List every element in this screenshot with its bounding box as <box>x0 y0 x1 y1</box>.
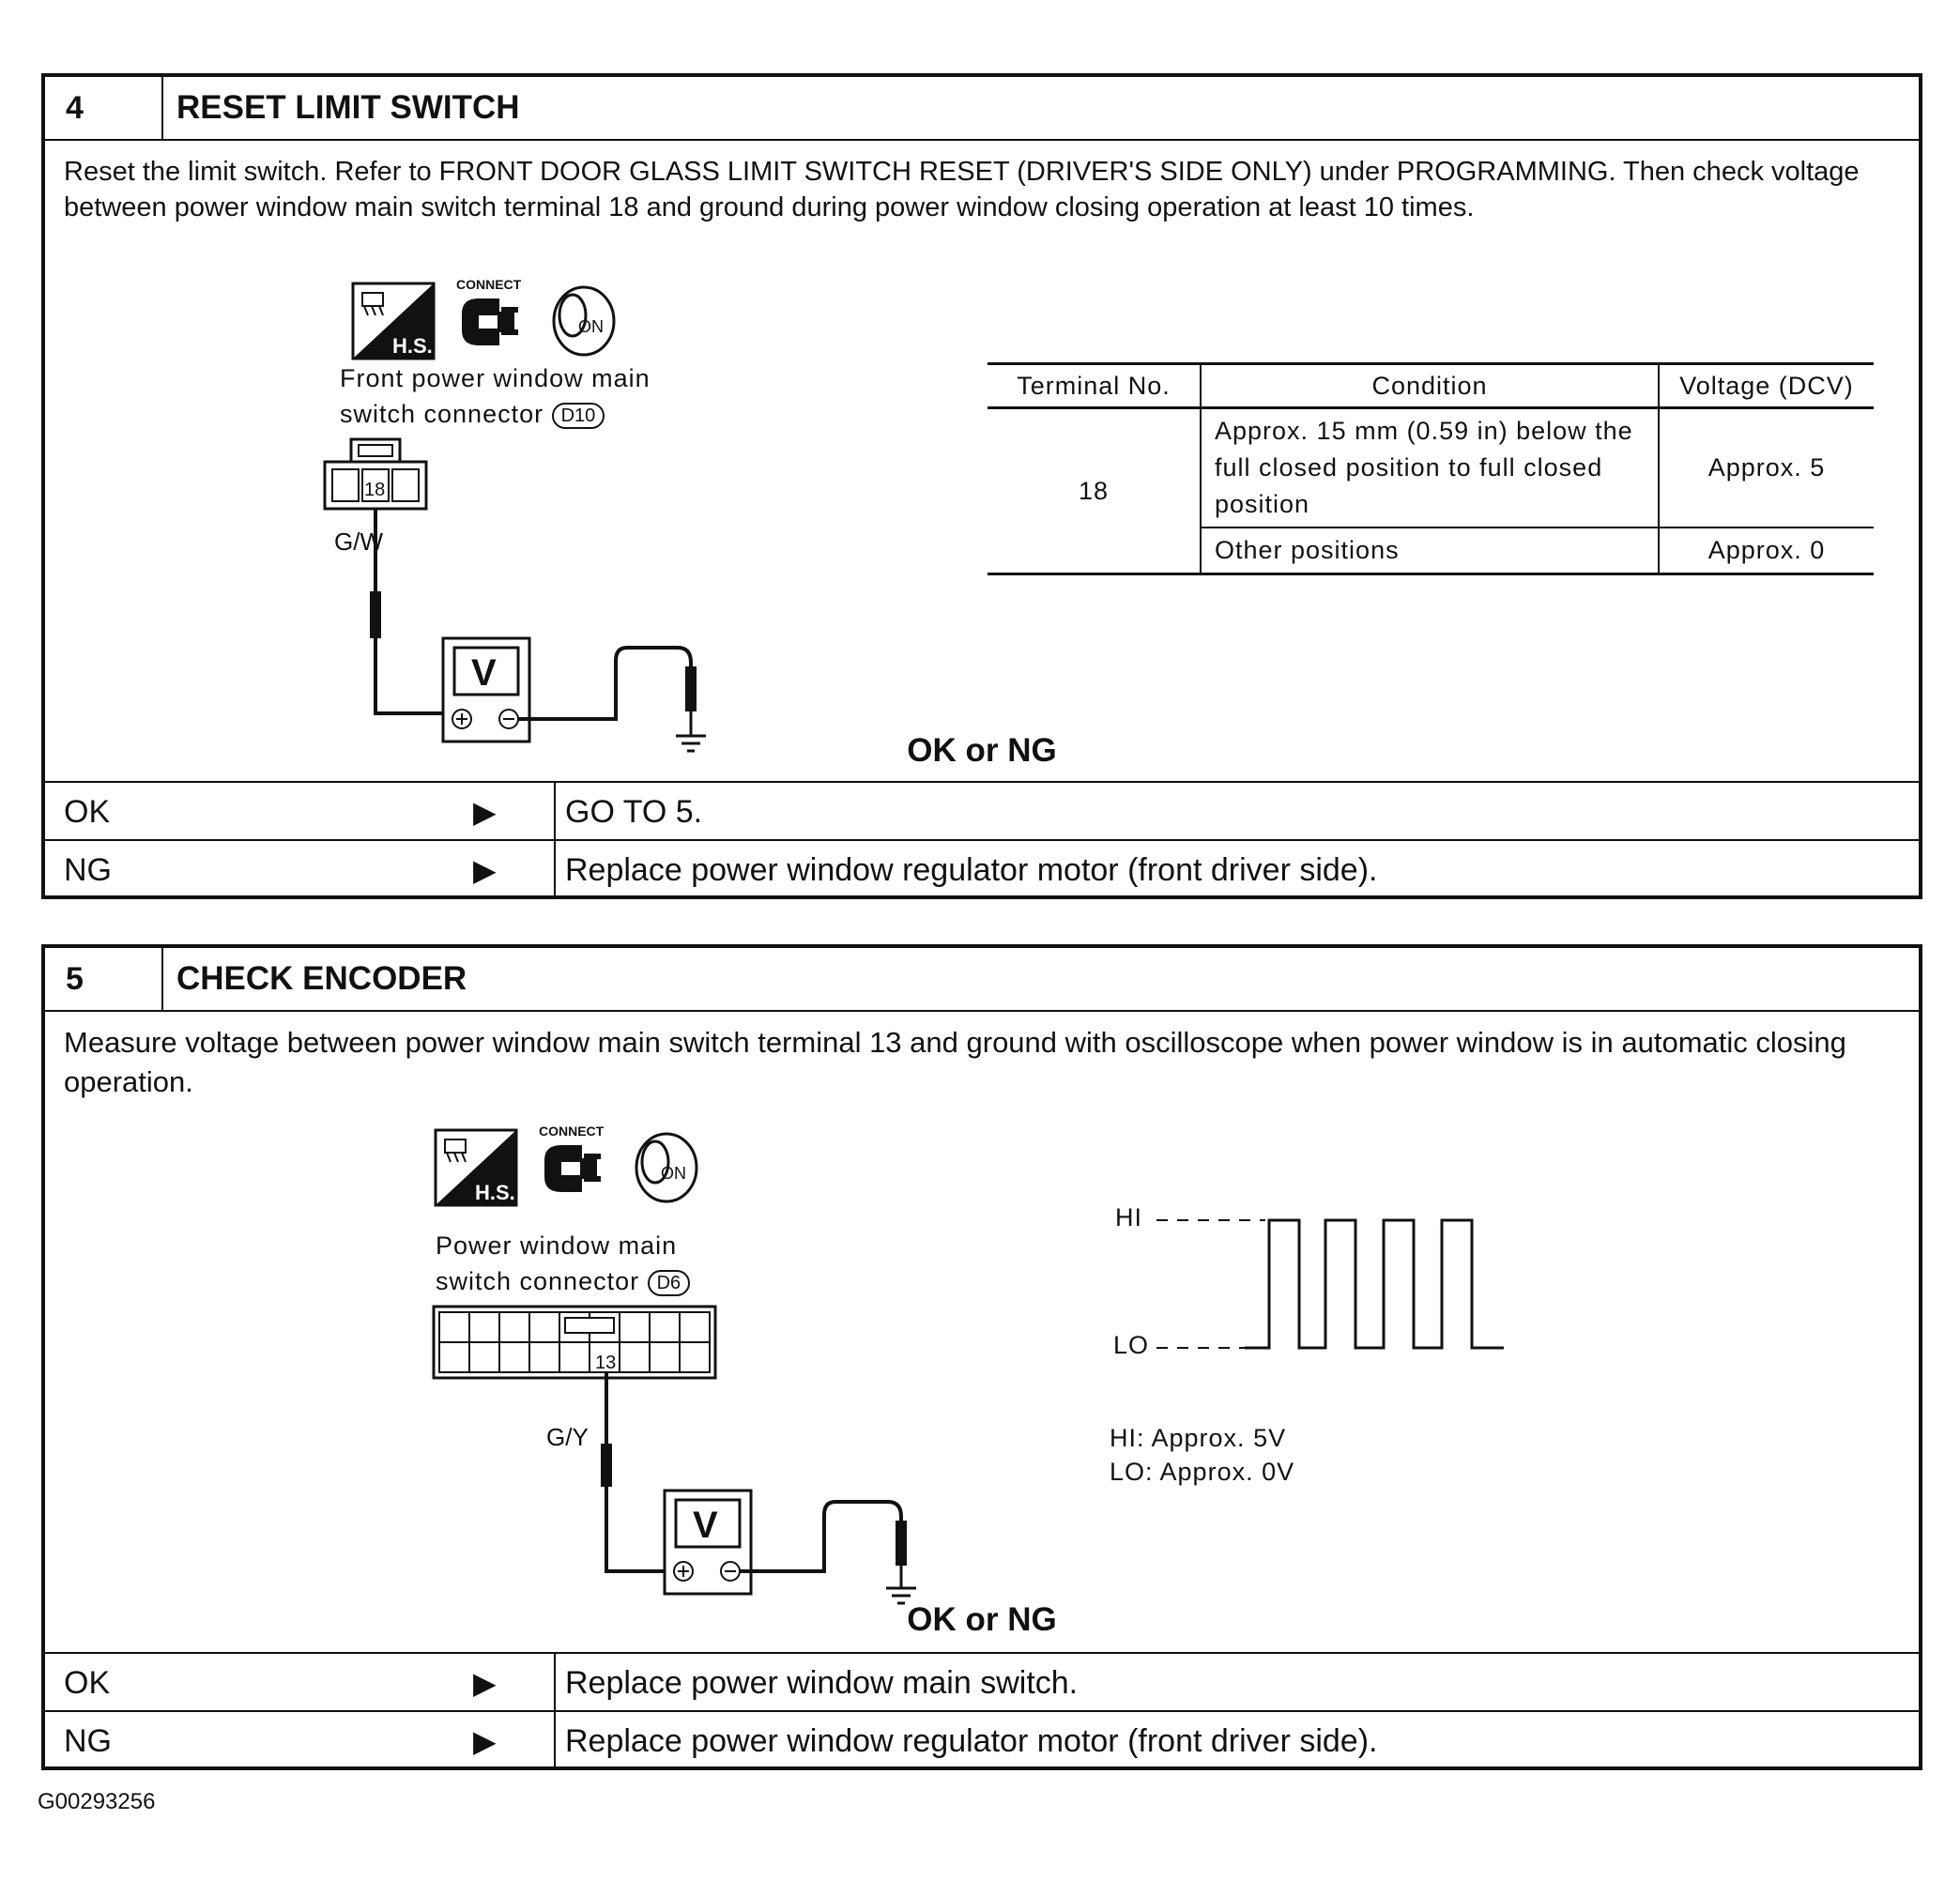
arrow-right-icon: ▶ <box>473 853 497 887</box>
hi-voltage-note: HI: Approx. 5V <box>1110 1424 1287 1452</box>
hs-label: H.S. <box>475 1181 515 1204</box>
step-header <box>45 77 1919 141</box>
voltage-spec-table <box>988 362 1874 575</box>
step-title: RESET LIMIT SWITCH <box>176 89 520 126</box>
figure-code: G00293256 <box>38 1789 156 1814</box>
key-on-label: ON <box>661 1164 686 1183</box>
ignition-on-icon <box>554 287 614 355</box>
table-header: Voltage (DCV) <box>1659 364 1874 408</box>
result-row-ng <box>45 1710 1919 1770</box>
result-action: Replace power window main switch. <box>554 1654 1919 1712</box>
step-instruction: Reset the limit switch. Refer to FRONT DOOR GLASS LIMIT SWITCH RESET (DRIVER'S SIDE ONLY) under PROGRAMMING. Then check voltage between power window main switch terminal 18 and ground during power window closing operation at least 10 times. <box>64 157 1860 222</box>
result-label: NG <box>64 852 112 888</box>
encoder-waveform <box>1153 1201 1585 1361</box>
connector-d6 <box>434 1307 715 1378</box>
step-title: CHECK ENCODER <box>176 960 467 997</box>
connector-label-line2: switch connector <box>340 400 544 428</box>
step-number: 5 <box>45 948 163 1010</box>
table-cell-voltage: Approx. 0 <box>1659 528 1874 574</box>
table-header: Condition <box>1201 364 1659 408</box>
wire-color-label: G/Y <box>546 1423 589 1451</box>
condition-icons <box>351 276 642 370</box>
waveform-legend <box>1110 1421 1294 1489</box>
table-header-row <box>988 364 1874 408</box>
lo-voltage-note: LO: Approx. 0V <box>1110 1458 1295 1486</box>
probe-wire-positive <box>375 509 443 713</box>
probe-wire-negative <box>518 648 691 719</box>
table-cell-terminal: 18 <box>988 408 1201 574</box>
harness-side-icon <box>353 283 434 359</box>
pulse-train <box>1245 1220 1504 1348</box>
voltmeter <box>665 1491 751 1594</box>
connector-label-line1: Front power window main <box>340 364 651 392</box>
probe-positive <box>370 591 381 638</box>
result-label: NG <box>64 1723 112 1759</box>
connector-label <box>436 1228 690 1299</box>
probe-negative <box>685 666 697 711</box>
connector-id-badge: D6 <box>648 1270 691 1296</box>
waveform-lo-label: LO <box>1113 1331 1150 1359</box>
step-instruction: Measure voltage between power window main switch terminal 13 and ground with oscilloscope when power window is in automatic closing operation. <box>64 1026 1846 1098</box>
ok-ng-heading: OK or NG <box>907 1601 1057 1638</box>
ok-ng-heading: OK or NG <box>907 732 1057 769</box>
connector-label <box>340 360 651 432</box>
step-5-panel <box>41 944 1922 1770</box>
ignition-on-icon <box>636 1134 697 1201</box>
voltmeter-schematic <box>317 432 758 770</box>
table-row <box>988 408 1874 528</box>
terminal-number: 18 <box>364 480 386 500</box>
probe-positive <box>601 1444 612 1487</box>
connector-id-badge: D10 <box>552 403 605 429</box>
result-action: Replace power window regulator motor (front driver side). <box>554 1712 1919 1770</box>
connector-label-line2: switch connector <box>436 1267 640 1295</box>
result-label: OK <box>64 794 111 830</box>
probe-wire-negative <box>740 1502 901 1571</box>
connect-label: CONNECT <box>539 1124 605 1139</box>
connect-label: CONNECT <box>456 277 522 292</box>
table-cell-condition: Approx. 15 mm (0.59 in) below the full closed position to full closed position <box>1201 408 1659 528</box>
key-on-label: ON <box>578 317 604 336</box>
step-number: 4 <box>45 77 163 139</box>
connector-d10 <box>325 439 426 509</box>
connect-icon <box>456 277 522 345</box>
voltmeter-schematic <box>430 1305 937 1614</box>
result-action: Replace power window regulator motor (front driver side). <box>554 841 1919 899</box>
meter-label: V <box>693 1505 718 1546</box>
waveform-hi-label: HI <box>1115 1203 1142 1231</box>
result-row-ng <box>45 839 1919 899</box>
probe-wire-positive <box>606 1372 665 1571</box>
table-cell-voltage: Approx. 5 <box>1659 408 1874 528</box>
table-cell-condition: Other positions <box>1201 528 1659 574</box>
harness-side-icon <box>436 1130 516 1205</box>
step-4-panel <box>41 73 1922 899</box>
arrow-right-icon: ▶ <box>473 1666 497 1700</box>
result-row-ok <box>45 781 1919 841</box>
arrow-right-icon: ▶ <box>473 795 497 829</box>
result-row-ok <box>45 1652 1919 1712</box>
voltmeter <box>443 638 529 742</box>
result-action: GO TO 5. <box>554 783 1919 841</box>
ground-icon <box>886 1566 916 1603</box>
table-header: Terminal No. <box>988 364 1201 408</box>
probe-negative <box>896 1521 907 1566</box>
condition-icons <box>434 1123 725 1216</box>
meter-label: V <box>471 652 497 694</box>
step-header <box>45 948 1919 1012</box>
wire-color-label: G/W <box>334 528 383 556</box>
connector-label-line1: Power window main <box>436 1231 678 1260</box>
connect-icon <box>539 1124 605 1192</box>
result-label: OK <box>64 1665 111 1701</box>
arrow-right-icon: ▶ <box>473 1724 497 1758</box>
terminal-number: 13 <box>595 1353 617 1373</box>
hs-label: H.S. <box>392 334 433 358</box>
